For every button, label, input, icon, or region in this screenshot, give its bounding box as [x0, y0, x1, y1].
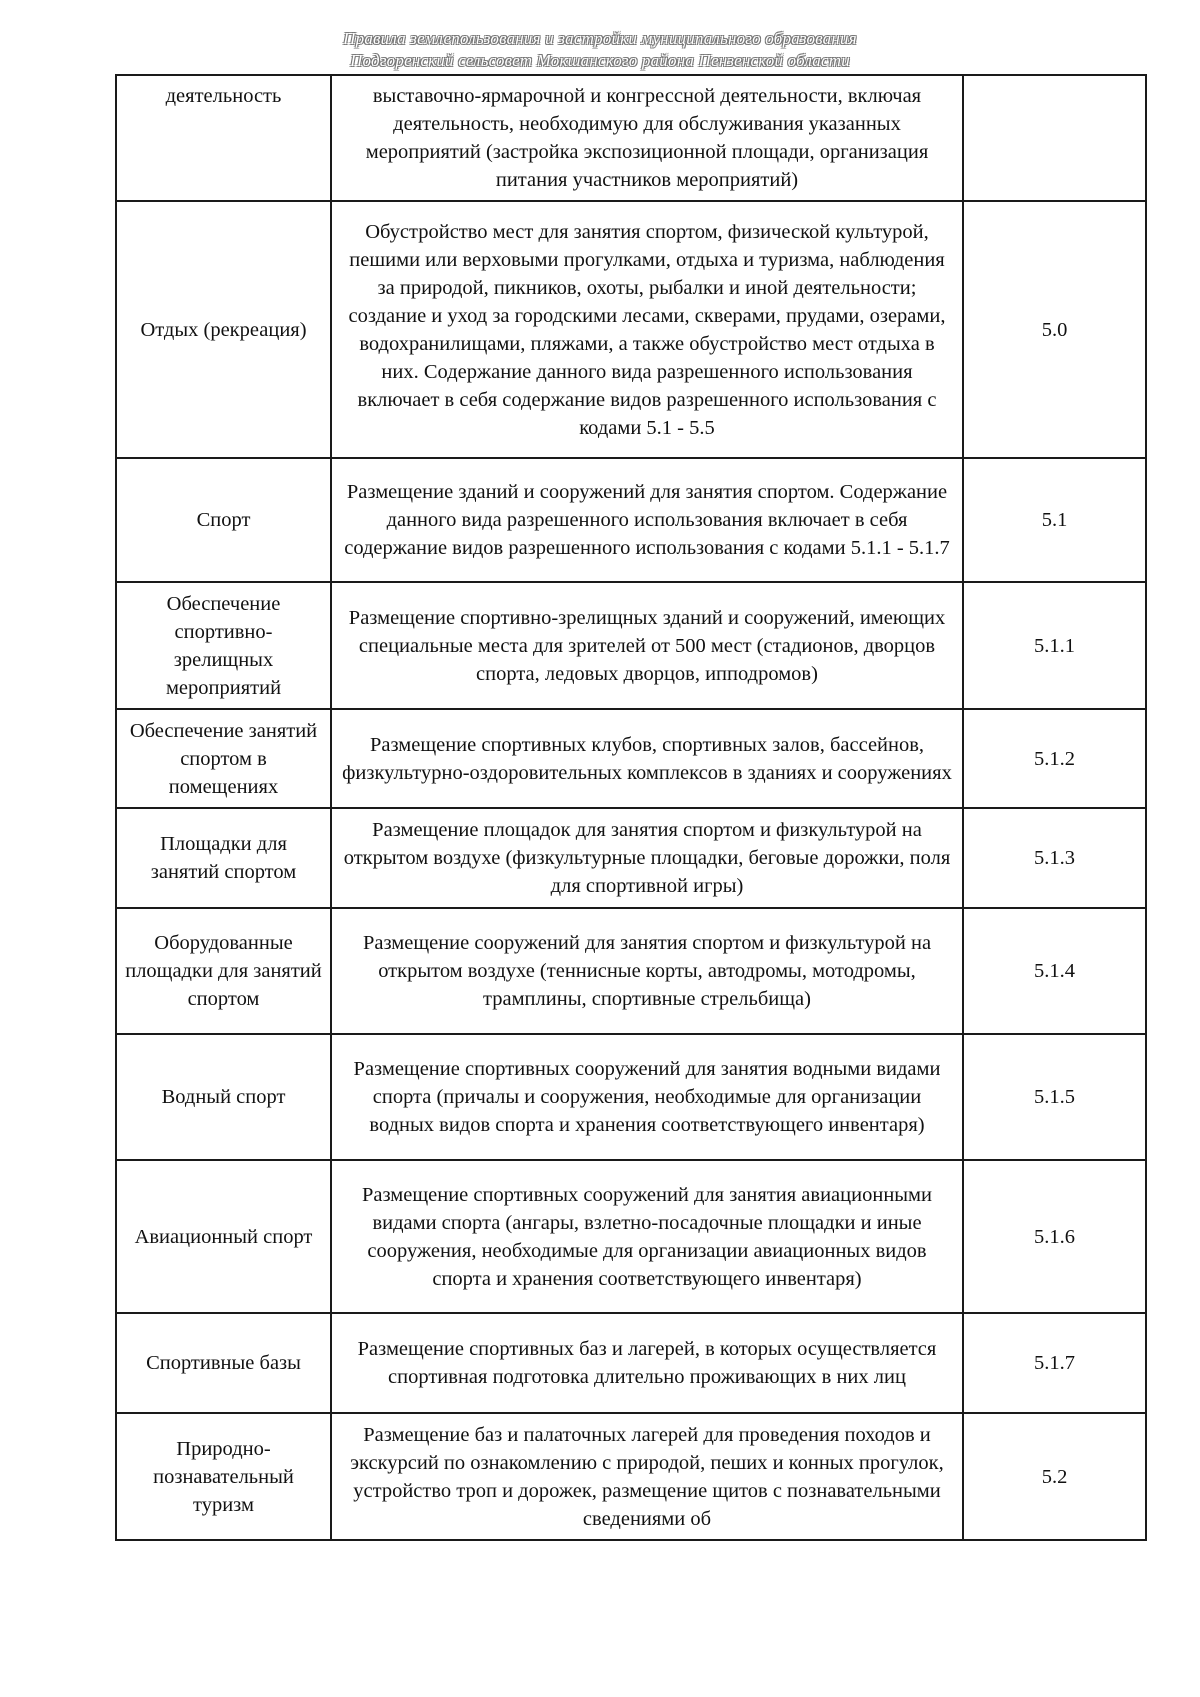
use-code-cell [963, 75, 1146, 201]
use-description-cell: выставочно-ярмарочной и конгрессной деятельности, включая деятельность, необходимую для обслуживания указанных мероприятий (застройка экспозиционной площади, организация питания участников мероприятий) [331, 75, 963, 201]
table-row [116, 1034, 1146, 1160]
use-name-cell: Площадки для занятий спортом [116, 808, 331, 908]
table-row [116, 582, 1146, 709]
use-description-cell: Размещение спортивных баз и лагерей, в которых осуществляется спортивная подготовка длительно проживающих в них лиц [331, 1313, 963, 1413]
use-code-cell: 5.1.1 [963, 582, 1146, 709]
use-description-cell: Размещение спортивно-зрелищных зданий и сооружений, имеющих специальные места для зрителей от 500 мест (стадионов, дворцов спорта, ледовых дворцов, ипподромов) [331, 582, 963, 709]
table-row [116, 1160, 1146, 1313]
use-description-cell: Обустройство мест для занятия спортом, физической культурой, пешими или верховыми прогулками, отдыха и туризма, наблюдения за природой, пикников, охоты, рыбалки и иной деятельности; создание и уход за городскими лесами, скверами, прудами, озерами, водохранилищами, пляжами, а также обустройство мест отдыха в них. Содержание данного вида разрешенного использования включает в себя содержание видов разрешенного использования с кодами 5.1 - 5.5 [331, 201, 963, 458]
use-code-cell: 5.1.5 [963, 1034, 1146, 1160]
use-description-cell: Размещение сооружений для занятия спортом и физкультурой на открытом воздухе (теннисные корты, автодромы, мотодромы, трамплины, спортивные стрельбища) [331, 908, 963, 1034]
use-name-cell: Водный спорт [116, 1034, 331, 1160]
use-name-cell: Обеспечение занятий спортом в помещениях [116, 709, 331, 808]
table-row [116, 1313, 1146, 1413]
use-description-cell: Размещение спортивных клубов, спортивных залов, бассейнов, физкультурно-оздоровительных комплексов в зданиях и сооружениях [331, 709, 963, 808]
use-name-cell: деятельность [116, 75, 331, 201]
use-description-cell: Размещение спортивных сооружений для занятия авиационными видами спорта (ангары, взлетно-посадочные площадки и иные сооружения, необходимые для организации авиационных видов спорта и хранения соответствующего инвентаря) [331, 1160, 963, 1313]
use-code-cell: 5.2 [963, 1413, 1146, 1540]
table-row [116, 458, 1146, 582]
use-code-cell: 5.1.4 [963, 908, 1146, 1034]
table-row [116, 709, 1146, 808]
use-name-cell: Авиационный спорт [116, 1160, 331, 1313]
use-code-cell: 5.1.7 [963, 1313, 1146, 1413]
table-row [116, 75, 1146, 201]
use-name-cell: Оборудованные площадки для занятий спортом [116, 908, 331, 1034]
page-header [0, 28, 1200, 72]
use-description-cell: Размещение баз и палаточных лагерей для проведения походов и экскурсий по ознакомлению с природой, пеших и конных прогулок, устройство троп и дорожек, размещение щитов с познавательными сведениями об [331, 1413, 963, 1540]
use-name-cell: Спорт [116, 458, 331, 582]
use-code-cell: 5.1.2 [963, 709, 1146, 808]
use-description-cell: Размещение площадок для занятия спортом и физкультурой на открытом воздухе (физкультурные площадки, беговые дорожки, поля для спортивной игры) [331, 808, 963, 908]
header-line-2: Подгоренский сельсовет Мокшанского района Пензенской области [350, 51, 850, 70]
use-code-cell: 5.1.3 [963, 808, 1146, 908]
use-name-cell: Спортивные базы [116, 1313, 331, 1413]
use-name-cell: Природно-познавательный туризм [116, 1413, 331, 1540]
table-row [116, 1413, 1146, 1540]
use-name-cell: Обеспечение спортивно-зрелищных мероприятий [116, 582, 331, 709]
table-row [116, 808, 1146, 908]
use-code-cell: 5.1.6 [963, 1160, 1146, 1313]
land-use-table [115, 74, 1147, 1541]
use-code-cell: 5.1 [963, 458, 1146, 582]
use-description-cell: Размещение зданий и сооружений для занятия спортом. Содержание данного вида разрешенного использования включает в себя содержание видов разрешенного использования с кодами 5.1.1 - 5.1.7 [331, 458, 963, 582]
use-name-cell: Отдых (рекреация) [116, 201, 331, 458]
table-row [116, 908, 1146, 1034]
table-row [116, 201, 1146, 458]
use-code-cell: 5.0 [963, 201, 1146, 458]
header-line-1: Правила землепользования и застройки муниципального образования [343, 29, 857, 48]
use-description-cell: Размещение спортивных сооружений для занятия водными видами спорта (причалы и сооружения, необходимые для организации водных видов спорта и хранения соответствующего инвентаря) [331, 1034, 963, 1160]
